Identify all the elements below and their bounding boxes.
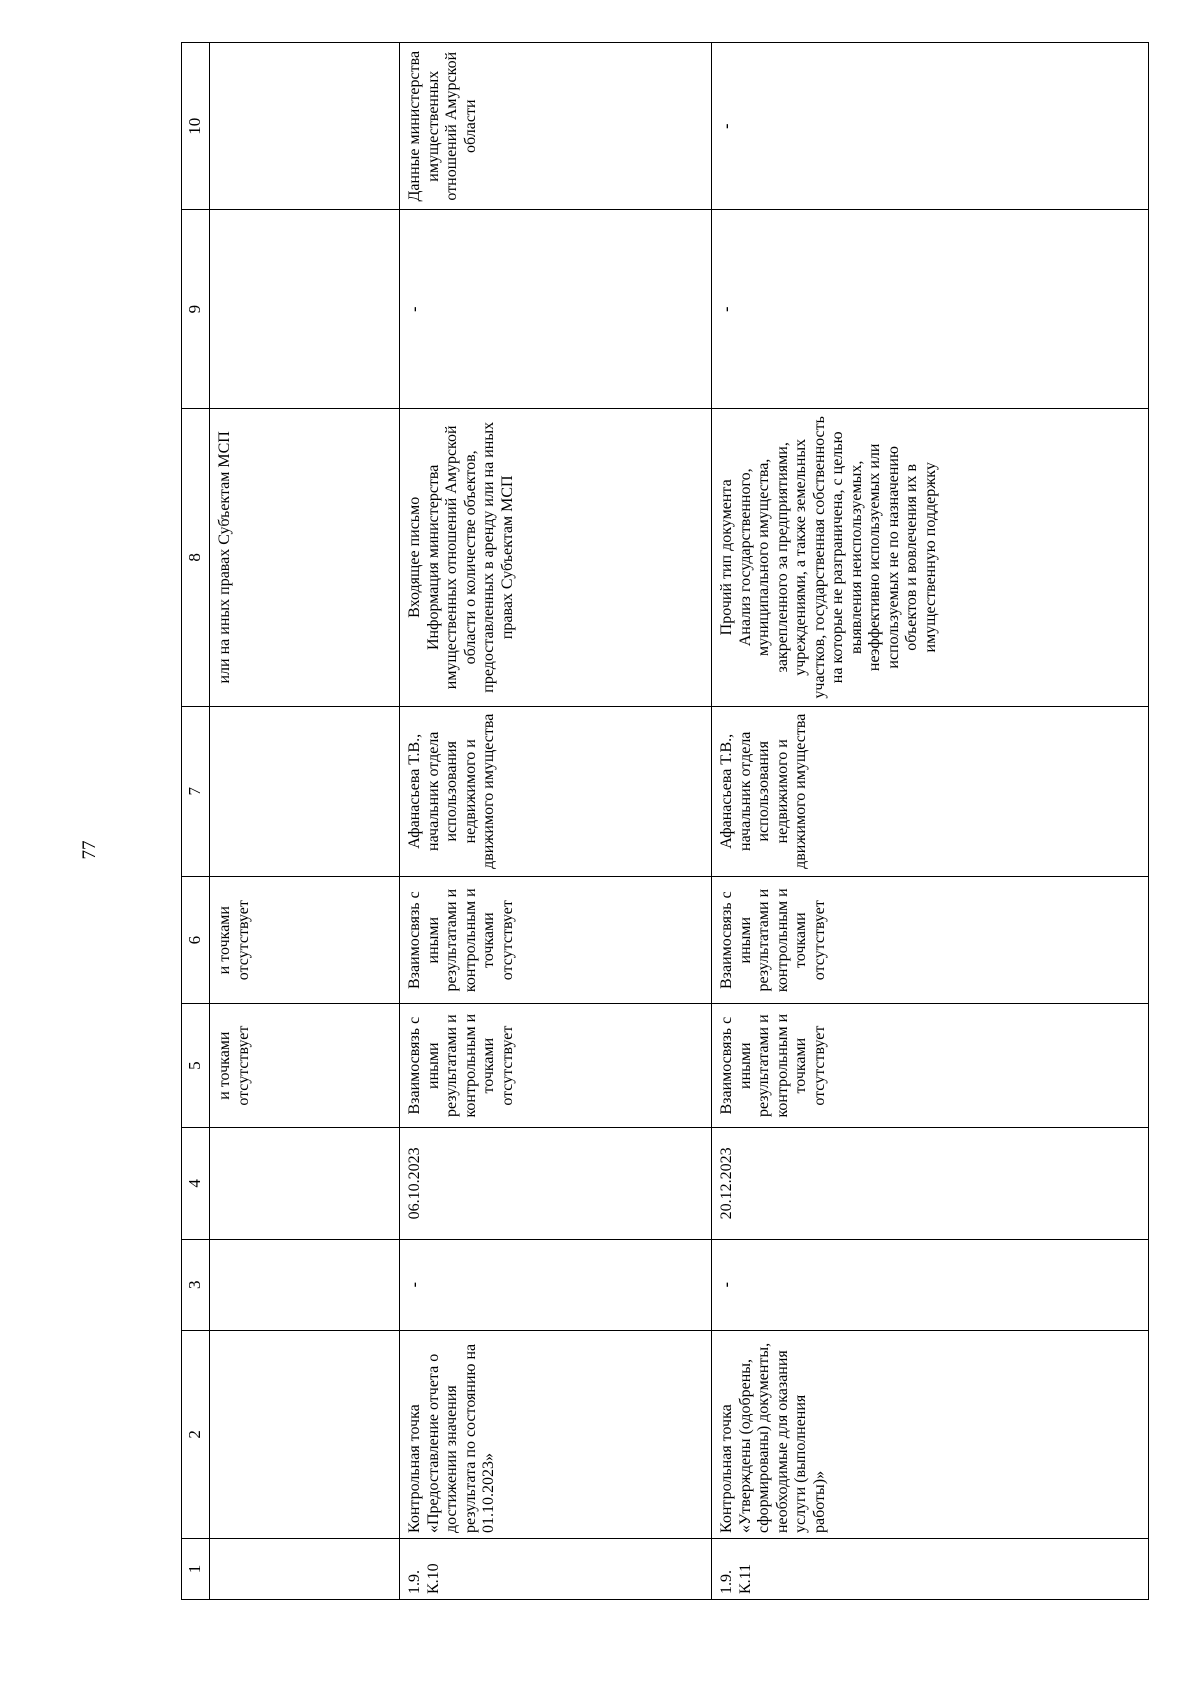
cell-link-prev: и точками отсутствует xyxy=(210,1004,400,1127)
cell-responsible: Афанасьева Т.В., начальник отдела использования недвижимого и движимого имущества xyxy=(712,706,1149,876)
cell-link-next: Взаимосвязь с иными результатами и контрольным и точками отсутствует xyxy=(712,876,1149,1004)
continuation-row xyxy=(210,43,400,1600)
document-type: Прочий тип документа xyxy=(718,479,735,636)
cell-date: 06.10.2023 xyxy=(400,1127,712,1239)
column-number: 4 xyxy=(182,1127,210,1239)
column-number: 2 xyxy=(182,1330,210,1538)
table-row xyxy=(400,43,712,1600)
cell-link-prev: Взаимосвязь с иными результатами и контрольным и точками отсутствует xyxy=(400,1004,712,1127)
cell-col9: - xyxy=(400,210,712,409)
rotated-table-sheet xyxy=(181,42,1149,1600)
column-number: 7 xyxy=(182,706,210,876)
column-number: 9 xyxy=(182,210,210,409)
document-description: Анализ государственного, муниципального имущества, закрепленного за предприятиями, учреждениями, а также земельных участков, государственная собственность на которые не разграничена, с целью выявления неиспользуемых, неэффективно используемых или используемых не по назначению объектов и вовлечения их в имущественную поддержку xyxy=(736,416,939,699)
column-number: 1 xyxy=(182,1539,210,1600)
document-description: Информация министерства имущественных отношений Амурской области о количестве объектов, предоставленных в аренду или на иных правах Субъектам МСП xyxy=(424,421,516,693)
cell-document xyxy=(712,408,1149,706)
cell-prev: - xyxy=(712,1239,1149,1330)
control-points-table xyxy=(181,42,1149,1600)
cell-number: 1.9. К.10 xyxy=(400,1539,712,1600)
cell-link-prev: Взаимосвязь с иными результатами и контрольным и точками отсутствует xyxy=(712,1004,1149,1127)
cell-name: Контрольная точка «Предоставление отчета о достижении значения результата по состоянию на 01.10.2023» xyxy=(400,1330,712,1538)
cell-information-source: Данные министерства имущественных отношений Амурской области xyxy=(400,43,712,210)
cell-number: 1.9. К.11 xyxy=(712,1539,1149,1600)
cell-name: Контрольная точка «Утверждены (одобрены, сформированы) документы, необходимые для оказания услуги (выполнения работы)» xyxy=(712,1330,1149,1538)
cell-link-next: и точками отсутствует xyxy=(210,876,400,1004)
cell-responsible: Афанасьева Т.В., начальник отдела использования недвижимого и движимого имущества xyxy=(400,706,712,876)
cell-document xyxy=(400,408,712,706)
column-number: 6 xyxy=(182,876,210,1004)
cell-document: или на иных правах Субъектам МСП xyxy=(210,408,400,706)
column-number: 5 xyxy=(182,1004,210,1127)
column-number: 3 xyxy=(182,1239,210,1330)
cell-link-next: Взаимосвязь с иными результатами и контрольным и точками отсутствует xyxy=(400,876,712,1004)
cell-prev: - xyxy=(400,1239,712,1330)
column-number: 8 xyxy=(182,408,210,706)
column-number: 10 xyxy=(182,43,210,210)
cell-col9: - xyxy=(712,210,1149,409)
cell-information-source: - xyxy=(712,43,1149,210)
page-number: 77 xyxy=(79,840,100,860)
table-row xyxy=(712,43,1149,1600)
cell-date: 20.12.2023 xyxy=(712,1127,1149,1239)
column-number-row xyxy=(182,43,210,1600)
document-type: Входящее письмо xyxy=(406,496,423,618)
